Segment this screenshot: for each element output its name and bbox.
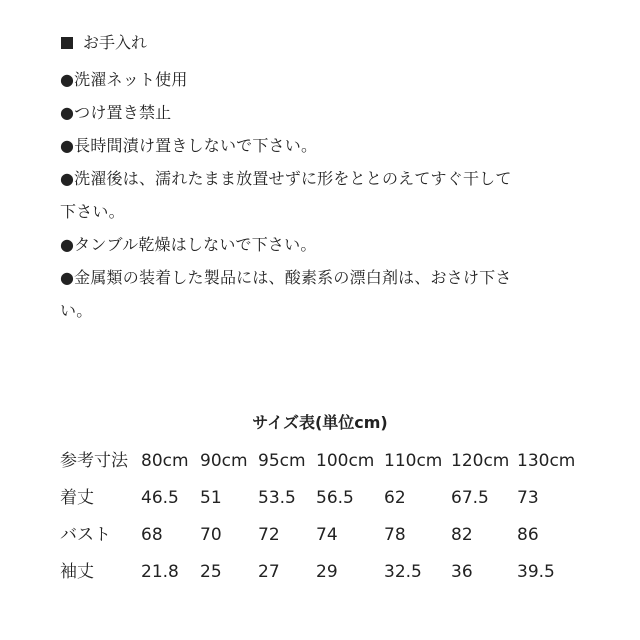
size-table-header-row [0, 446, 640, 476]
table-cell: 27 [258, 562, 280, 582]
table-cell: 67.5 [451, 488, 489, 508]
table-cell: 70 [200, 525, 222, 545]
table-cell: 21.8 [141, 562, 179, 582]
table-cell: 36 [451, 562, 473, 582]
header-cell: 80cm [141, 451, 189, 471]
care-line: ●洗濯後は、濡れたまま放置せずに形をととのえてすぐ干して [60, 169, 512, 188]
care-line: い。 [60, 301, 93, 320]
header-cell: 100cm [316, 451, 375, 471]
table-cell: 78 [384, 525, 406, 545]
header-cell: 95cm [258, 451, 306, 471]
table-cell: 62 [384, 488, 406, 508]
header-cell: 90cm [200, 451, 248, 471]
header-cell: 130cm [517, 451, 576, 471]
row-label: バスト [60, 525, 111, 545]
care-section [60, 30, 620, 327]
care-line: ●つけ置き禁止 [60, 103, 172, 122]
table-cell: 56.5 [316, 488, 354, 508]
table-cell: 68 [141, 525, 163, 545]
size-table-row [0, 520, 640, 550]
table-cell: 39.5 [517, 562, 555, 582]
row-label: 着丈 [60, 488, 94, 508]
size-table-row [0, 483, 640, 513]
header-cell: 参考寸法 [60, 451, 128, 471]
header-cell: 110cm [384, 451, 443, 471]
header-cell: 120cm [451, 451, 510, 471]
table-cell: 73 [517, 488, 539, 508]
care-line: ●タンブル乾燥はしないで下さい。 [60, 235, 317, 254]
care-line: ●洗濯ネット使用 [60, 70, 188, 89]
table-cell: 32.5 [384, 562, 422, 582]
care-heading [60, 30, 620, 56]
table-cell: 29 [316, 562, 338, 582]
care-line: 下さい。 [60, 202, 125, 221]
square-bullet-icon [61, 37, 73, 49]
row-label: 袖丈 [60, 562, 94, 582]
table-cell: 25 [200, 562, 222, 582]
care-title: お手入れ [83, 33, 148, 52]
size-table-title: サイズ表(単位cm) [252, 413, 388, 432]
table-cell: 46.5 [141, 488, 179, 508]
care-line: ●長時間漬け置きしないで下さい。 [60, 136, 318, 155]
table-cell: 72 [258, 525, 280, 545]
care-line: ●金属類の装着した製品には、酸素系の漂白剤は、おさけ下さ [60, 268, 512, 287]
table-cell: 86 [517, 525, 539, 545]
table-cell: 82 [451, 525, 473, 545]
table-cell: 53.5 [258, 488, 296, 508]
table-cell: 51 [200, 488, 222, 508]
size-table-row [0, 557, 640, 587]
table-cell: 74 [316, 525, 338, 545]
